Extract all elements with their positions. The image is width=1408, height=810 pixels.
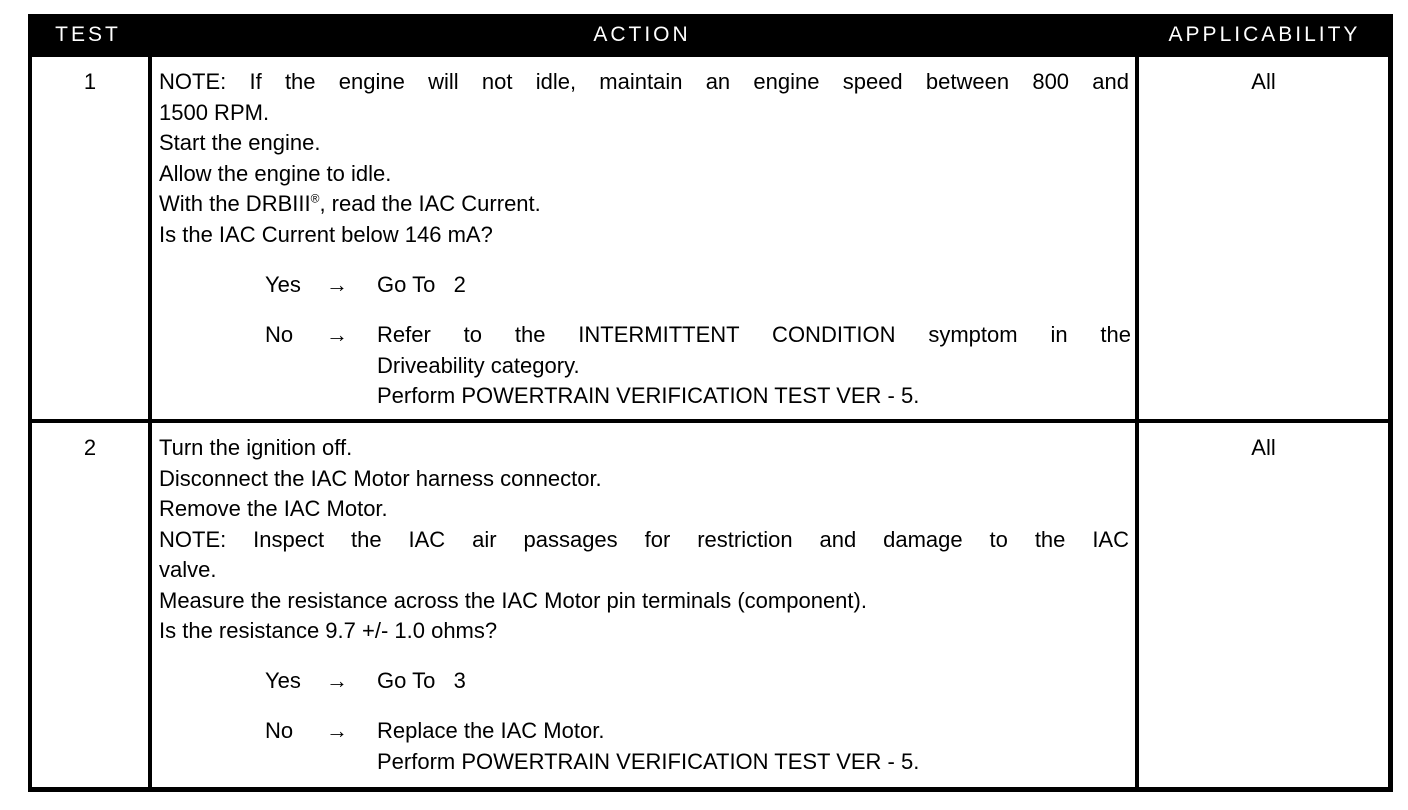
yes-label: Yes bbox=[265, 272, 301, 297]
applicability-cell bbox=[1139, 57, 1388, 419]
action-text bbox=[159, 67, 1129, 250]
no-result-line: Driveability category. bbox=[377, 352, 580, 378]
header-applicability: APPLICABILITY bbox=[1168, 23, 1361, 46]
no-label: No bbox=[265, 718, 294, 743]
no-result-line: Perform POWERTRAIN VERIFICATION TEST VER - 5. bbox=[377, 748, 920, 774]
action-line: Remove the IAC Motor. bbox=[159, 496, 388, 521]
no-result-line: Replace the IAC Motor. bbox=[377, 718, 605, 743]
test-cell bbox=[32, 423, 148, 787]
action-line: Turn the ignition off. bbox=[159, 435, 353, 460]
test-number: 1 bbox=[83, 69, 97, 94]
header-action: ACTION bbox=[593, 23, 691, 46]
action-line: Allow the engine to idle. bbox=[159, 160, 392, 186]
test-cell bbox=[32, 57, 148, 419]
arrow-right-icon: → bbox=[326, 272, 348, 297]
registered-mark: ® bbox=[310, 191, 320, 206]
applicability-value: All bbox=[1251, 69, 1276, 94]
action-line: Measure the resistance across the IAC Motor pin terminals (component). bbox=[159, 587, 867, 613]
action-line: Start the engine. bbox=[159, 130, 321, 155]
yes-label: Yes bbox=[265, 668, 301, 693]
yes-result: Go To 2 bbox=[377, 272, 466, 297]
action-cell bbox=[152, 423, 1135, 787]
action-line: Is the resistance 9.7 +/- 1.0 ohms? bbox=[159, 618, 498, 643]
no-label: No bbox=[265, 322, 294, 347]
action-line: Is the IAC Current below 146 mA? bbox=[159, 221, 493, 247]
applicability-cell bbox=[1139, 423, 1388, 787]
header-test: TEST bbox=[55, 23, 121, 46]
no-result bbox=[377, 320, 1131, 412]
action-line-part: , read the IAC Current. bbox=[319, 191, 541, 216]
action-line: valve. bbox=[159, 557, 217, 582]
action-line-part: With the DRBIII bbox=[159, 191, 311, 216]
action-text bbox=[159, 433, 1129, 647]
table-header bbox=[28, 14, 1393, 56]
action-line: NOTE: If the engine will not idle, maintain an engine speed between 800 and bbox=[159, 69, 1129, 94]
applicability-value: All bbox=[1251, 435, 1276, 460]
no-result-line: Refer to the INTERMITTENT CONDITION symptom in the bbox=[377, 322, 1131, 347]
arrow-right-icon: → bbox=[326, 718, 348, 743]
action-cell bbox=[152, 57, 1135, 419]
action-line: Disconnect the IAC Motor harness connector. bbox=[159, 465, 602, 491]
no-result-line: Perform POWERTRAIN VERIFICATION TEST VER - 5. bbox=[377, 383, 920, 408]
action-line: 1500 RPM. bbox=[159, 99, 270, 125]
diagnostic-table bbox=[28, 14, 1393, 792]
action-line: NOTE: Inspect the IAC air passages for restriction and damage to the IAC bbox=[159, 526, 1129, 552]
arrow-right-icon: → bbox=[326, 668, 348, 693]
arrow-right-icon: → bbox=[326, 322, 348, 347]
test-number: 2 bbox=[83, 435, 97, 460]
action-line bbox=[159, 189, 1129, 220]
yes-result: Go To 3 bbox=[377, 668, 466, 693]
no-result bbox=[377, 716, 1131, 777]
